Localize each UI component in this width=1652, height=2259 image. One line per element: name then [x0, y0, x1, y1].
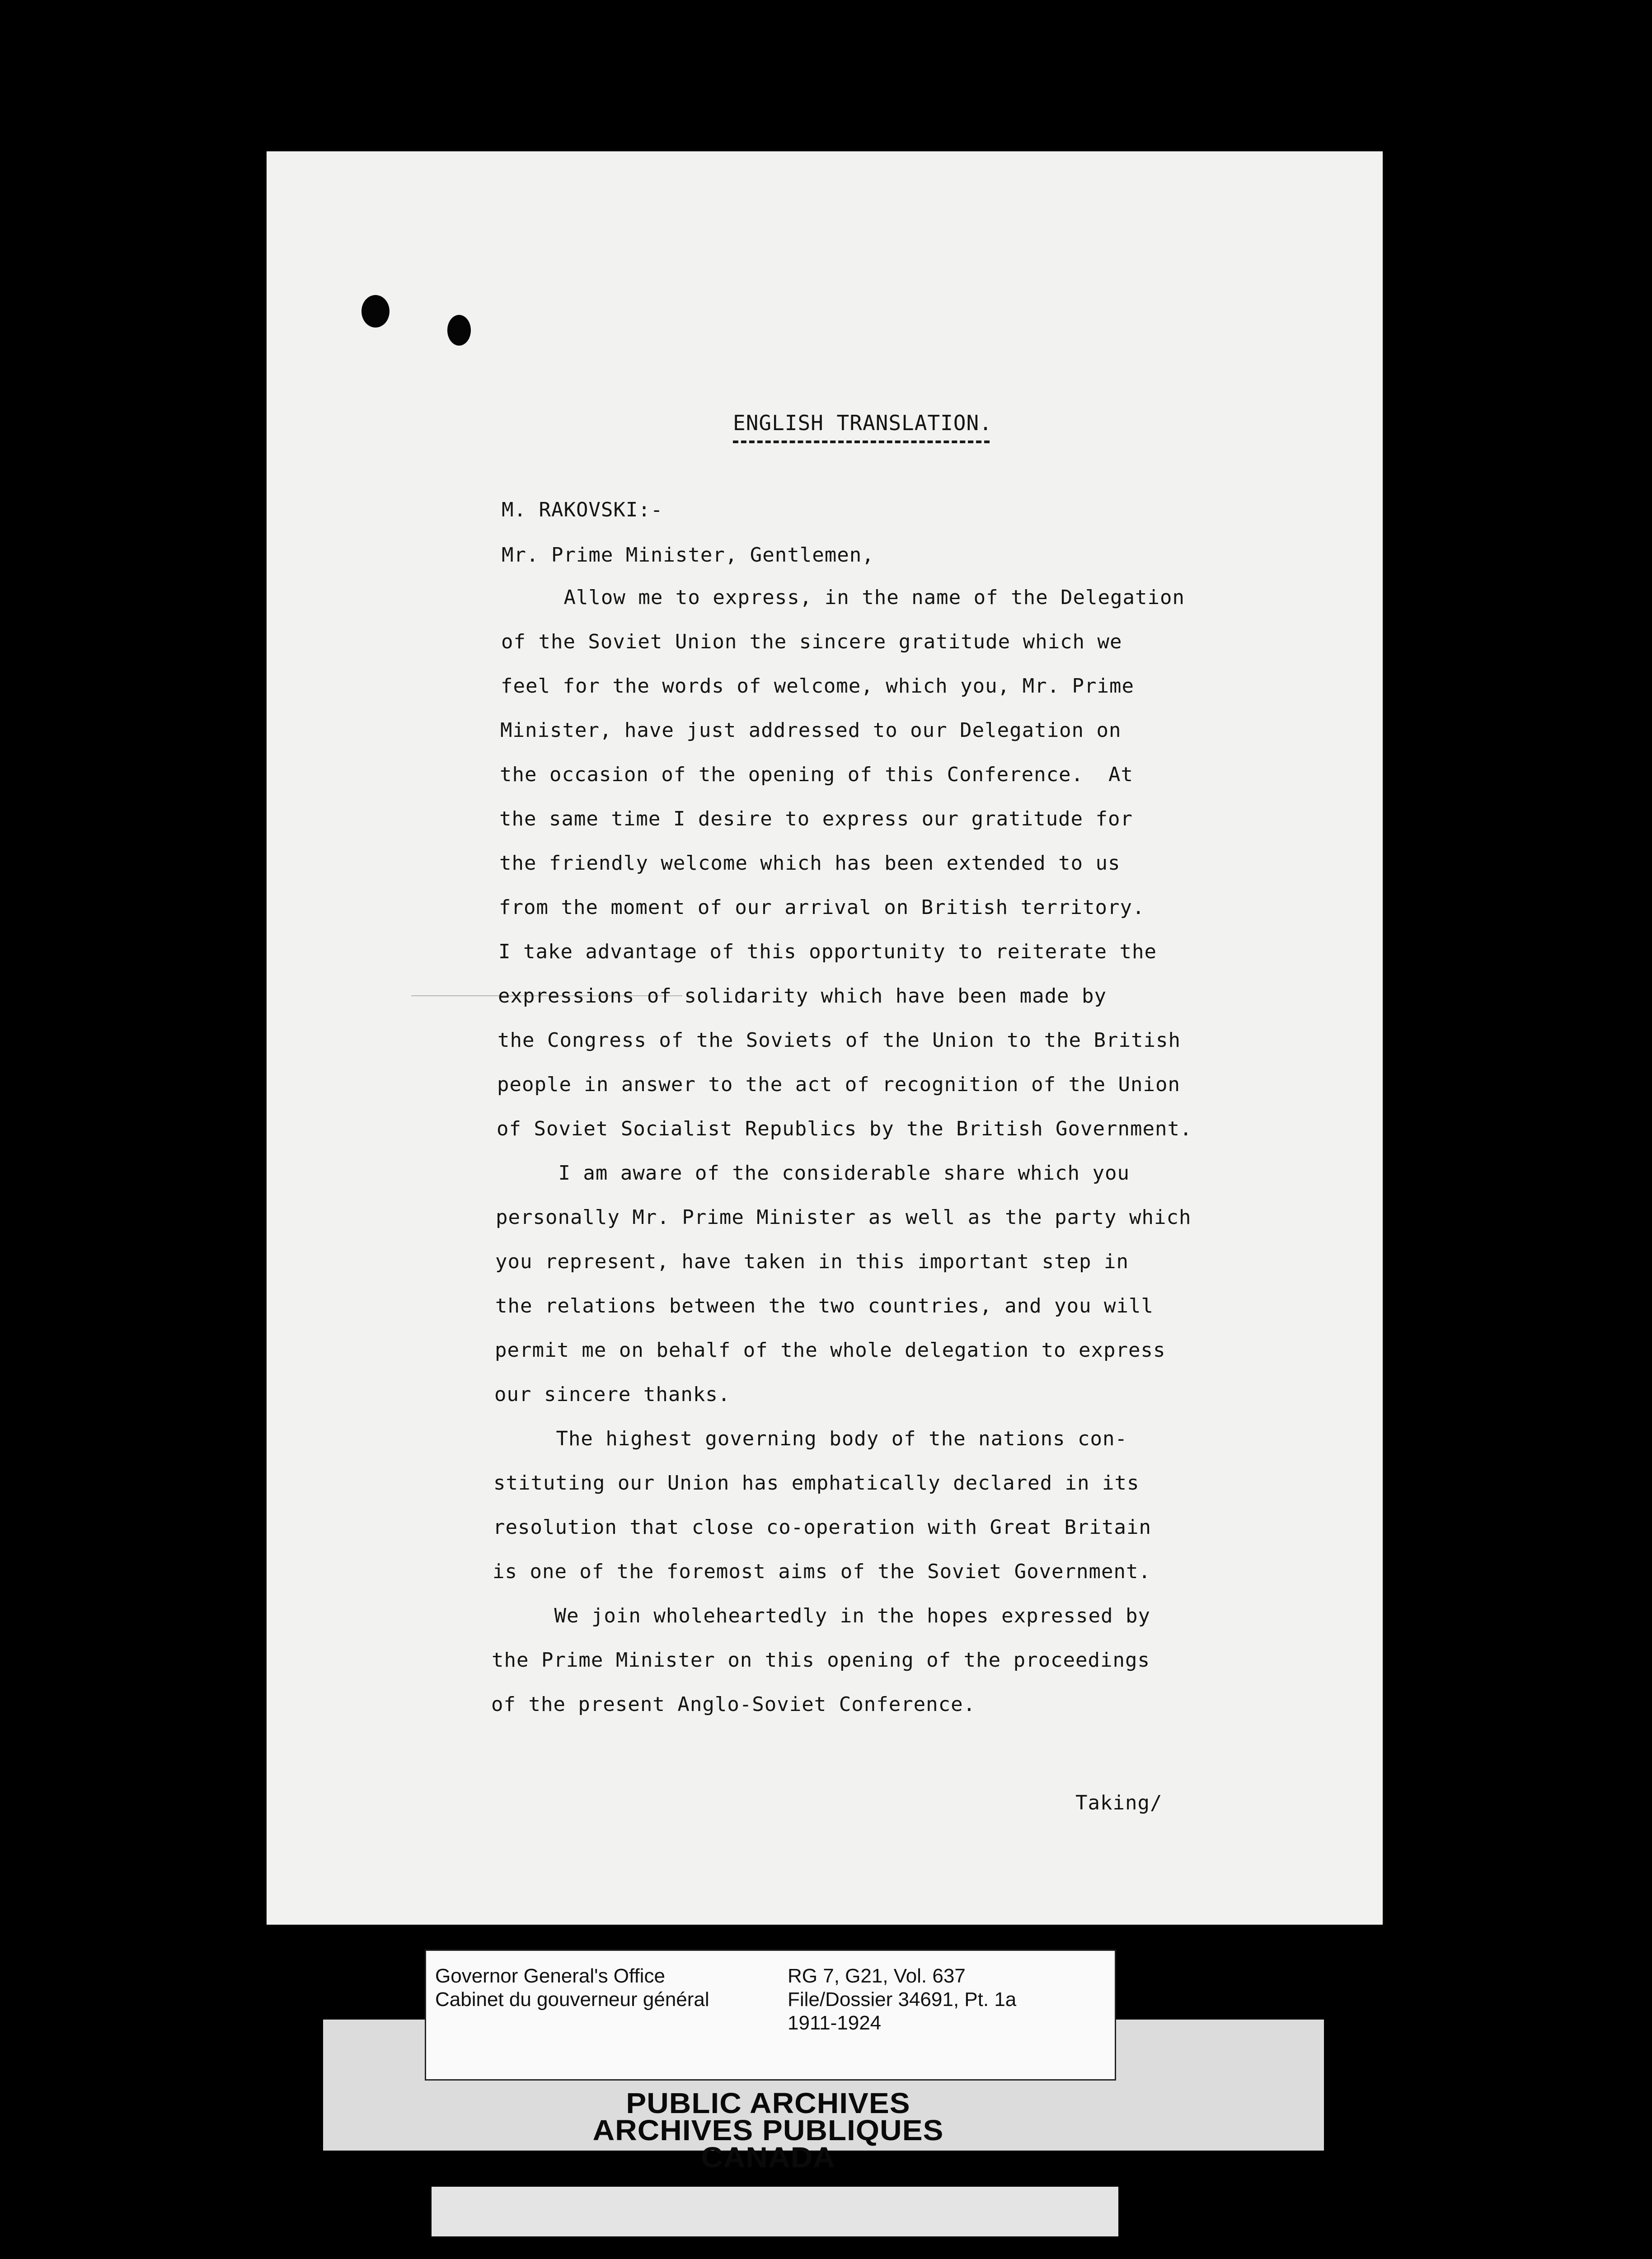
body-line: is one of the foremost aims of the Soviet Government.: [493, 1560, 1151, 1583]
office-french: Cabinet du gouverneur général: [435, 1988, 709, 2011]
stamp-line-2: ARCHIVES PUBLIQUES: [592, 2114, 944, 2147]
body-line: the friendly welcome which has been extended to us: [499, 852, 1121, 875]
body-line: stituting our Union has emphatically declared in its: [493, 1472, 1140, 1495]
body-line: I am aware of the considerable share which you: [496, 1162, 1130, 1185]
stamp-line-1: PUBLIC ARCHIVES: [626, 2087, 910, 2119]
stamp-line-3: CANADA: [701, 2141, 835, 2174]
body-line: I take advantage of this opportunity to reiterate the: [498, 940, 1157, 963]
body-line: Minister, have just addressed to our Delegation on: [500, 719, 1122, 742]
speaker-name: M. RAKOVSKI:-: [502, 498, 663, 521]
body-text: [267, 151, 1383, 1925]
body-line: the relations between the two countries, and you will: [495, 1294, 1154, 1317]
archives-stamp: [452, 2087, 1084, 2174]
label-reference: [788, 1964, 1016, 2035]
continuation-word: Taking/: [1075, 1791, 1163, 1814]
body-line: resolution that close co-operation with Great Britain: [493, 1516, 1151, 1539]
office-english: Governor General's Office: [435, 1965, 665, 1987]
body-line: expressions of solidarity which have been made by: [498, 984, 1107, 1008]
year-range: 1911-1924: [788, 2012, 882, 2034]
salutation: Mr. Prime Minister, Gentlemen,: [502, 544, 874, 567]
body-line: the Prime Minister on this opening of the proceedings: [492, 1649, 1150, 1672]
label-office: [435, 1964, 709, 2011]
reference-number: RG 7, G21, Vol. 637: [788, 1965, 966, 1987]
typed-page: [267, 151, 1383, 1925]
file-number: File/Dossier 34691, Pt. 1a: [788, 1988, 1017, 2011]
body-line: the Congress of the Soviets of the Union to the British: [497, 1029, 1181, 1052]
body-line: personally Mr. Prime Minister as well as the party which: [496, 1206, 1192, 1229]
document-heading: ENGLISH TRANSLATION.: [733, 411, 992, 435]
body-line: the occasion of the opening of this Conference. At: [500, 763, 1134, 786]
body-line: The highest governing body of the nations con-: [494, 1427, 1128, 1450]
body-line: people in answer to the act of recognition of the Union: [497, 1073, 1180, 1096]
body-line: feel for the words of welcome, which you, Mr. Prime: [501, 675, 1135, 698]
body-line: the same time I desire to express our gratitude for: [499, 807, 1133, 830]
archive-label: [425, 1950, 1116, 2081]
body-line: you represent, have taken in this important step in: [495, 1250, 1129, 1273]
body-line: from the moment of our arrival on British territory.: [499, 896, 1145, 919]
label-mount-bottom: [432, 2187, 1118, 2236]
body-line: of Soviet Socialist Republics by the British Government.: [497, 1117, 1192, 1140]
body-line: our sincere thanks.: [494, 1383, 731, 1406]
body-line: permit me on behalf of the whole delegation to express: [495, 1339, 1166, 1362]
body-line: Allow me to express, in the name of the Delegation: [502, 586, 1185, 609]
body-line: We join wholeheartedly in the hopes expressed by: [492, 1604, 1150, 1627]
body-line: of the present Anglo-Soviet Conference.: [491, 1693, 976, 1716]
body-line: of the Soviet Union the sincere gratitude which we: [501, 630, 1122, 653]
